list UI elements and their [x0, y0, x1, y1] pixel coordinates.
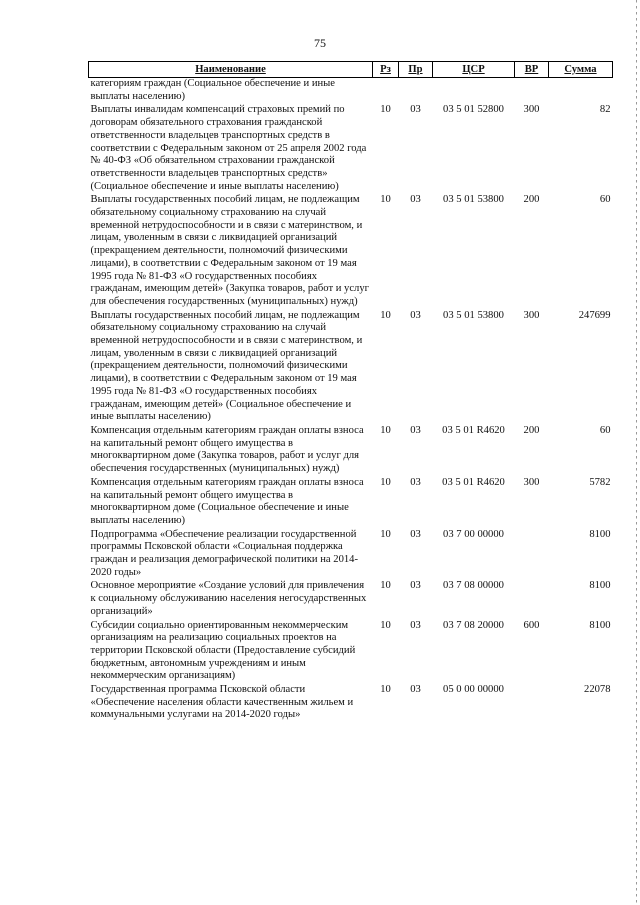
- row-pr: 03: [410, 476, 421, 488]
- row-pr: 03: [410, 424, 421, 436]
- row-sum: 247699: [578, 309, 611, 321]
- row-vr: 200: [523, 194, 540, 206]
- row-pr: 03: [410, 194, 421, 206]
- row-name: Основное мероприятие «Создание условий для привлечения к социальному обслуживанию населения негосударственных организаций»: [90, 580, 367, 617]
- page-number: 75: [314, 36, 326, 50]
- table-row: [89, 580, 613, 619]
- header-sum: Сумма: [549, 62, 613, 78]
- row-vr: [515, 529, 549, 581]
- table-row: [89, 620, 613, 685]
- table-row: [89, 425, 613, 477]
- row-name: Выплаты государственных пособий лицам, не подлежащим обязательному социальному страхованию на случай временной нетрудоспособности и в связи с материнством, и лицам, уволенным в связи с ликвидацией организаций (прекращением деятельности, полномочий физическими лицами), в соответствии с Федеральным законом от 19 мая 1995 года № 81-ФЗ «О государственных пособиях гражданам, имеющим детей» (Закупка товаров, работ и услуг для обеспечения государственных (муниципальных) нужд): [90, 194, 369, 307]
- row-name: Выплаты инвалидам компенсаций страховых премий по договорам обязательного страхования гражданской ответственности владельцев транспортных средств в соответствии с Федеральным законом от 25 апреля 2002 года № 40-ФЗ «Об обязательном страховании гражданской ответственности владельцев транспортных средств» (Социальное обеспечение и иные выплаты населению): [90, 104, 367, 192]
- row-name: Компенсация отдельным категориям граждан оплаты взноса на капитальный ремонт общего имущества в многоквартирном доме (Закупка товаров, работ и услуг для обеспечения государственных (муниципальных) нужд): [90, 424, 364, 475]
- row-pr: [399, 78, 433, 105]
- row-csr: 03 7 00 00000: [443, 528, 504, 540]
- row-vr: 200: [523, 424, 540, 436]
- table-row: [89, 310, 613, 425]
- row-csr: 03 5 01 53800: [443, 194, 504, 206]
- row-csr: 03 7 08 00000: [443, 580, 504, 592]
- row-csr: 03 5 01 R4620: [442, 424, 505, 436]
- row-sum: [549, 78, 613, 105]
- row-pr: 03: [410, 104, 421, 116]
- row-name: Подпрограмма «Обеспечение реализации государственной программы Псковской области «Социальная поддержка граждан и реализация демографической политики на 2014-2020 годы»: [90, 528, 358, 578]
- row-rz: 10: [380, 684, 391, 696]
- row-vr: [515, 684, 549, 723]
- row-sum: 60: [599, 194, 611, 206]
- header-rz: Рз: [373, 62, 399, 78]
- row-name: Компенсация отдельным категориям граждан оплаты взноса на капитальный ремонт общего имущества в многоквартирном доме (Социальное обеспечение и иные выплаты населению): [90, 476, 364, 526]
- row-rz: 10: [380, 104, 391, 116]
- row-pr: 03: [410, 528, 421, 540]
- header-pr: Пр: [399, 62, 433, 78]
- budget-table: [88, 61, 613, 723]
- header-row: [89, 62, 613, 78]
- header-vr: ВР: [515, 62, 549, 78]
- header-csr: ЦСР: [433, 62, 515, 78]
- row-csr: [433, 78, 515, 105]
- row-pr: 03: [410, 619, 421, 631]
- row-sum: 5782: [589, 476, 611, 488]
- row-csr: 05 0 00 00000: [443, 684, 504, 696]
- row-csr: 03 5 01 52800: [443, 104, 504, 116]
- row-rz: [373, 78, 399, 105]
- table-body: [89, 78, 613, 724]
- row-rz: 10: [380, 194, 391, 206]
- row-csr: 03 5 01 R4620: [442, 476, 505, 488]
- table-row: [89, 194, 613, 309]
- row-rz: 10: [380, 424, 391, 436]
- row-csr: 03 7 08 20000: [443, 619, 504, 631]
- table-row: [89, 529, 613, 581]
- row-name: категориям граждан (Социальное обеспечение и иные выплаты населению): [90, 78, 335, 102]
- row-sum: 22078: [584, 684, 611, 696]
- row-vr: [515, 580, 549, 619]
- row-rz: 10: [380, 309, 391, 321]
- row-vr: 300: [523, 476, 540, 488]
- row-sum: 60: [599, 424, 611, 436]
- row-rz: 10: [380, 580, 391, 592]
- row-vr: 300: [523, 104, 540, 116]
- row-name: Субсидии социально ориентированным некоммерческим организациям на реализацию социальных проектов на территории Псковской области (Предоставление субсидий бюджетным, автономным учреждениям и иным некоммерческим организациям): [90, 619, 356, 682]
- row-pr: 03: [410, 580, 421, 592]
- row-sum: 8100: [589, 580, 611, 592]
- table-header: [89, 62, 613, 78]
- row-csr: 03 5 01 53800: [443, 309, 504, 321]
- row-sum: 82: [599, 104, 611, 116]
- row-pr: 03: [410, 684, 421, 696]
- row-rz: 10: [380, 619, 391, 631]
- row-name: Государственная программа Псковской области «Обеспечение населения области качественным жильем и коммунальными услугами на 2014-2020 годы»: [90, 684, 354, 721]
- row-pr: 03: [410, 309, 421, 321]
- row-rz: 10: [380, 528, 391, 540]
- table-row: [89, 684, 613, 723]
- row-sum: 8100: [589, 528, 611, 540]
- row-rz: 10: [380, 476, 391, 488]
- header-name: Наименование: [89, 62, 373, 78]
- table-row: [89, 477, 613, 529]
- row-vr: [515, 78, 549, 105]
- table-row: [89, 104, 613, 194]
- row-vr: 300: [523, 309, 540, 321]
- table-row: [89, 78, 613, 105]
- row-sum: 8100: [589, 619, 611, 631]
- row-vr: 600: [523, 619, 540, 631]
- scan-edge-border: [636, 0, 637, 905]
- row-name: Выплаты государственных пособий лицам, не подлежащим обязательному социальному страхованию на случай временной нетрудоспособности и в связи с материнством, и лицам, уволенным в связи с ликвидацией организаций (прекращением деятельности, полномочий физическими лицами), в соответствии с Федеральным законом от 19 мая 1995 года № 81-ФЗ «О государственных пособиях гражданам, имеющим детей» (Социальное обеспечение и иные выплаты населению): [90, 309, 363, 423]
